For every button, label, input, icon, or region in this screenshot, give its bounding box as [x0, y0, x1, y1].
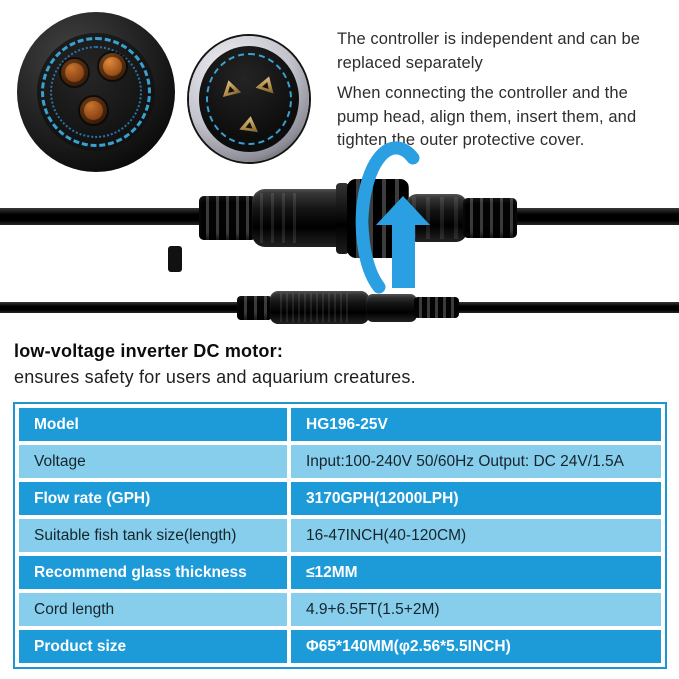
spec-value: Φ65*140MM(φ2.56*5.5INCH) — [291, 630, 661, 663]
motor-note-subtitle: ensures safety for users and aquarium creatures. — [14, 367, 416, 387]
spec-value: HG196-25V — [291, 408, 661, 441]
male-connector-photo — [189, 36, 309, 162]
cable-strain-relief — [237, 296, 272, 320]
spec-value: 3170GPH(12000LPH) — [291, 482, 661, 515]
spec-label: Recommend glass thickness — [19, 556, 287, 589]
spec-label: Flow rate (GPH) — [19, 482, 287, 515]
socket-hole-icon — [99, 53, 126, 80]
spec-label: Suitable fish tank size(length) — [19, 519, 287, 552]
male-connector-face — [199, 46, 299, 152]
socket-hole-icon — [80, 97, 107, 124]
table-row — [19, 519, 661, 552]
spec-value: 16-47INCH(40-120CM) — [291, 519, 661, 552]
cable-strain-relief — [199, 196, 256, 240]
up-arrow-icon — [376, 196, 430, 288]
dashed-ring-icon — [206, 53, 292, 145]
rotation-arrow-icon — [317, 136, 467, 311]
dc-connector-barrel — [270, 291, 369, 324]
female-connector-tab — [168, 246, 182, 272]
spec-label: Model — [19, 408, 287, 441]
spec-label: Product size — [19, 630, 287, 663]
table-row — [19, 630, 661, 663]
spec-value: 4.9+6.5FT(1.5+2M) — [291, 593, 661, 626]
table-row — [19, 593, 661, 626]
spec-value: ≤12MM — [291, 556, 661, 589]
table-row — [19, 445, 661, 478]
motor-note-title: low-voltage inverter DC motor: — [14, 341, 284, 361]
spec-value: Input:100-240V 50/60Hz Output: DC 24V/1.5A — [291, 445, 661, 478]
dc-connector-plug — [366, 294, 417, 322]
socket-hole-icon — [61, 59, 88, 86]
female-connector-face — [37, 33, 155, 151]
spec-table — [13, 402, 667, 669]
table-row — [19, 408, 661, 441]
female-connector-photo — [17, 12, 175, 172]
cable-strain-relief — [414, 297, 459, 318]
table-row — [19, 556, 661, 589]
instruction-paragraph-2: When connecting the controller and the pump head, align them, insert them, and tighten the outer protective cover. — [337, 84, 637, 149]
spec-label: Voltage — [19, 445, 287, 478]
spec-label: Cord length — [19, 593, 287, 626]
inner-ring-icon — [50, 46, 142, 138]
cable-strain-relief — [463, 198, 517, 238]
instruction-paragraph-1: The controller is independent and can be replaced separately — [337, 30, 641, 72]
table-row — [19, 482, 661, 515]
